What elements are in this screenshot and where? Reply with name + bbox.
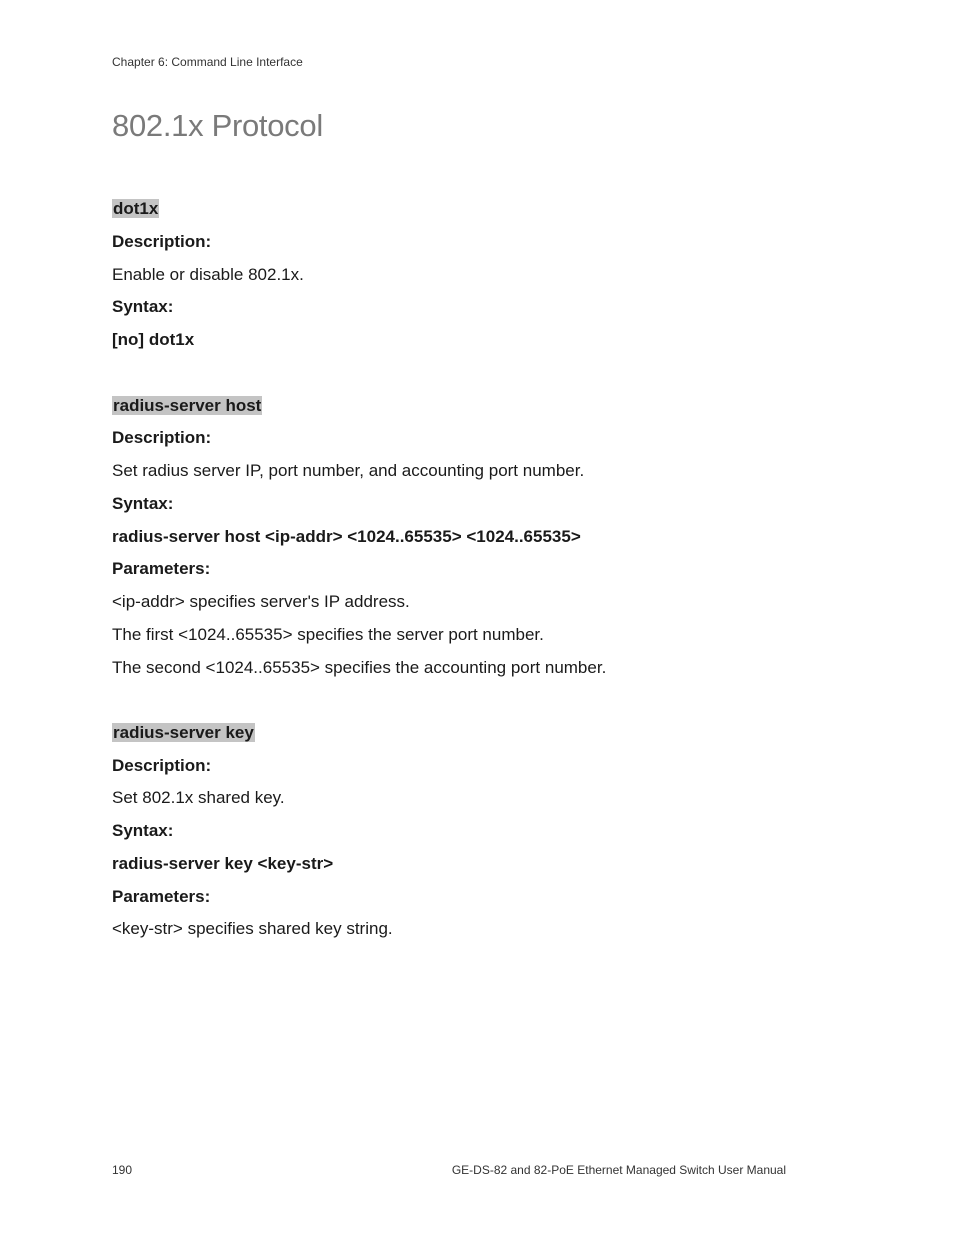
command-name: radius-server host: [113, 396, 262, 415]
syntax-text: radius-server key <key-str>: [112, 854, 334, 873]
command-name: dot1x: [113, 199, 159, 218]
description-label: Description:: [112, 428, 212, 447]
description-text: Set radius server IP, port number, and accounting port number.: [112, 461, 585, 480]
command-heading-radius-server-host: [112, 395, 262, 417]
parameters-label: Parameters:: [112, 559, 211, 578]
description-text: Set 802.1x shared key.: [112, 788, 285, 807]
parameter-item: <ip-addr> specifies server's IP address.: [112, 592, 410, 611]
description-label: Description:: [112, 232, 212, 251]
syntax-label: Syntax:: [112, 821, 174, 840]
running-header: Chapter 6: Command Line Interface: [112, 55, 303, 69]
parameter-item: The second <1024..65535> specifies the accounting port number.: [112, 658, 607, 677]
page-title: 802.1x Protocol: [112, 108, 323, 143]
syntax-label: Syntax:: [112, 297, 174, 316]
command-name: radius-server key: [113, 723, 254, 742]
manual-title: GE-DS-82 and 82-PoE Ethernet Managed Switch User Manual: [451, 1163, 786, 1177]
command-heading-dot1x: [112, 198, 159, 220]
parameters-label: Parameters:: [112, 887, 211, 906]
parameter-item: <key-str> specifies shared key string.: [112, 919, 393, 938]
description-label: Description:: [112, 756, 212, 775]
command-heading-radius-server-key: [112, 722, 255, 744]
syntax-text: radius-server host <ip-addr> <1024..65535> <1024..65535>: [112, 527, 581, 546]
page-number: 190: [112, 1163, 133, 1177]
syntax-text: [no] dot1x: [112, 330, 195, 349]
syntax-label: Syntax:: [112, 494, 174, 513]
description-text: Enable or disable 802.1x.: [112, 265, 304, 284]
parameter-item: The first <1024..65535> specifies the server port number.: [112, 625, 544, 644]
